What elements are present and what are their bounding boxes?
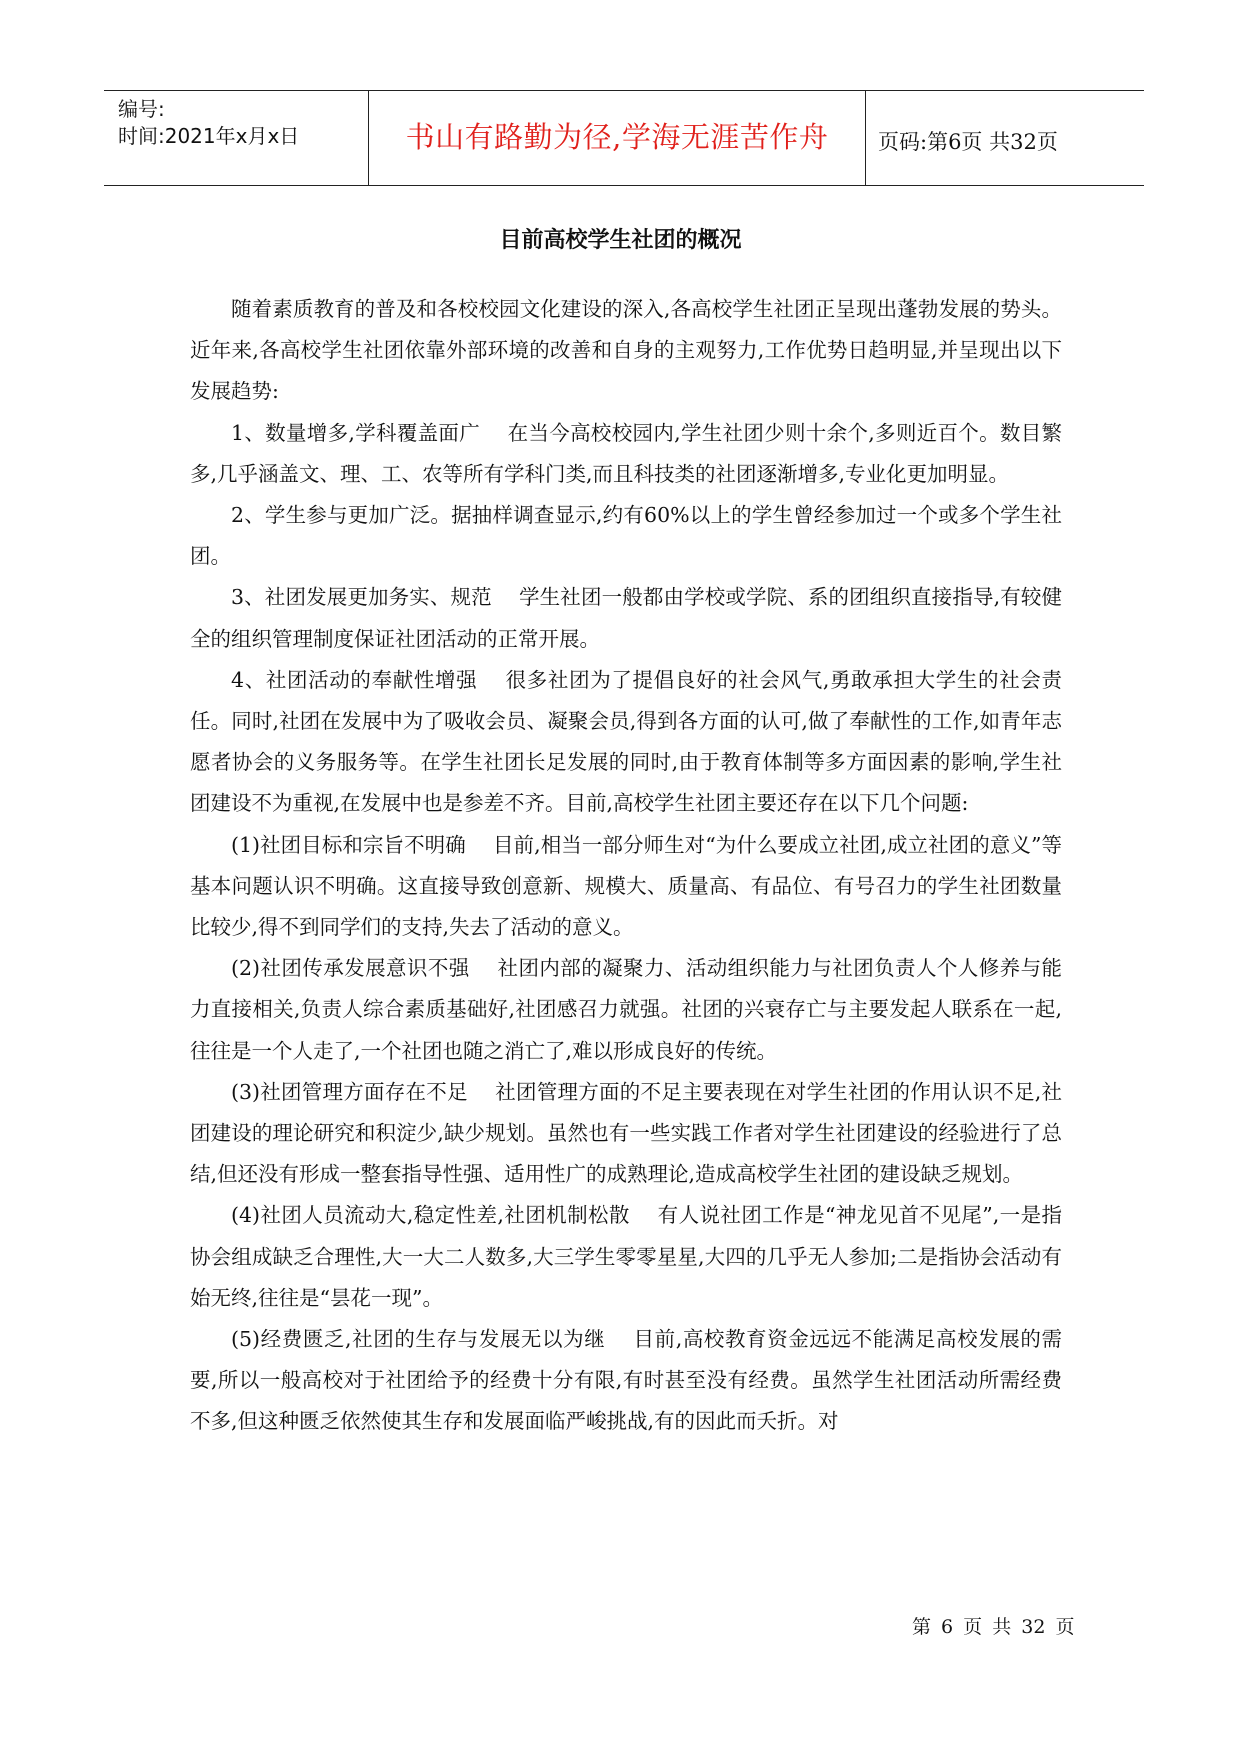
document-header (104, 90, 1144, 186)
paragraph: (4)社团人员流动大,稳定性差,社团机制松散 有人说社团工作是“神龙见首不见尾”,一是指协会组成缺乏合理性,大一大二人数多,大三学生零零星星,大四的几乎无人参加;二是指协会活动有始无终,往往是“昙花一现”。 (190, 1203, 1062, 1310)
number-label: 编号: (118, 97, 165, 121)
paragraph: 2、学生参与更加广泛。据抽样调查显示,约有60%以上的学生曾经参加过一个或多个学生社团。 (190, 503, 1062, 569)
time-label: 时间:2021年x月x日 (118, 124, 300, 148)
paragraph: 4、社团活动的奉献性增强 很多社团为了提倡良好的社会风气,勇敢承担大学生的社会责任。同时,社团在发展中为了吸收会员、凝聚会员,得到各方面的认可,做了奉献性的工作,如青年志愿者协会的义务服务等。在学生社团长足发展的同时,由于教育体制等多方面因素的影响,学生社团建设不为重视,在发展中也是参差不齐。目前,高校学生社团主要还存在以下几个问题: (190, 667, 1062, 816)
paragraph: (3)社团管理方面存在不足 社团管理方面的不足主要表现在对学生社团的作用认识不足,社团建设的理论研究和积淀少,缺少规划。虽然也有一些实践工作者对学生社团建设的经验进行了总结,但还没有形成一整套指导性强、适用性广的成熟理论,造成高校学生社团的建设缺乏规划。 (190, 1079, 1062, 1187)
paragraph: (5)经费匮乏,社团的生存与发展无以为继 目前,高校教育资金远远不能满足高校发展的需要,所以一般高校对于社团给予的经费十分有限,有时甚至没有经费。虽然学生社团活动所需经费不多,但这种匮乏依然使其生存和发展面临严峻挑战,有的因此而夭折。对 (190, 1327, 1062, 1434)
header-page-cell (866, 91, 1144, 185)
motto-text: 书山有路勤为径,学海无涯苦作舟 (405, 120, 829, 154)
header-motto-cell (369, 91, 866, 185)
paragraph: 随着素质教育的普及和各校校园文化建设的深入,各高校学生社团正呈现出蓬勃发展的势头。近年来,各高校学生社团依靠外部环境的改善和自身的主观努力,工作优势日趋明显,并呈现出以下发展趋势: (190, 297, 1062, 404)
document-title: 目前高校学生社团的概况 (499, 228, 742, 253)
paragraph: (2)社团传承发展意识不强 社团内部的凝聚力、活动组织能力与社团负责人个人修养与能力直接相关,负责人综合素质基础好,社团感召力就强。社团的兴衰存亡与主要发起人联系在一起,往往是一个人走了,一个社团也随之消亡了,难以形成良好的传统。 (190, 956, 1062, 1063)
paragraph: (1)社团目标和宗旨不明确 目前,相当一部分师生对“为什么要成立社团,成立社团的意义”等基本问题认识不明确。这直接导致创意新、规模大、质量高、有品位、有号召力的学生社团数量比较少,得不到同学们的支持,失去了活动的意义。 (190, 832, 1062, 940)
paragraph: 1、数量增多,学科覆盖面广 在当今高校校园内,学生社团少则十余个,多则近百个。数目繁多,几乎涵盖文、理、工、农等所有学科门类,而且科技类的社团逐渐增多,专业化更加明显。 (190, 420, 1062, 486)
page-footer: 第 6 页 共 32 页 (912, 1616, 1075, 1638)
paragraph: 3、社团发展更加务实、规范 学生社团一般都由学校或学院、系的团组织直接指导,有较健全的组织管理制度保证社团活动的正常开展。 (190, 585, 1062, 651)
document-body (190, 289, 1062, 1443)
page-info: 页码:第6页 共32页 (878, 130, 1058, 154)
header-meta-cell (104, 91, 369, 185)
